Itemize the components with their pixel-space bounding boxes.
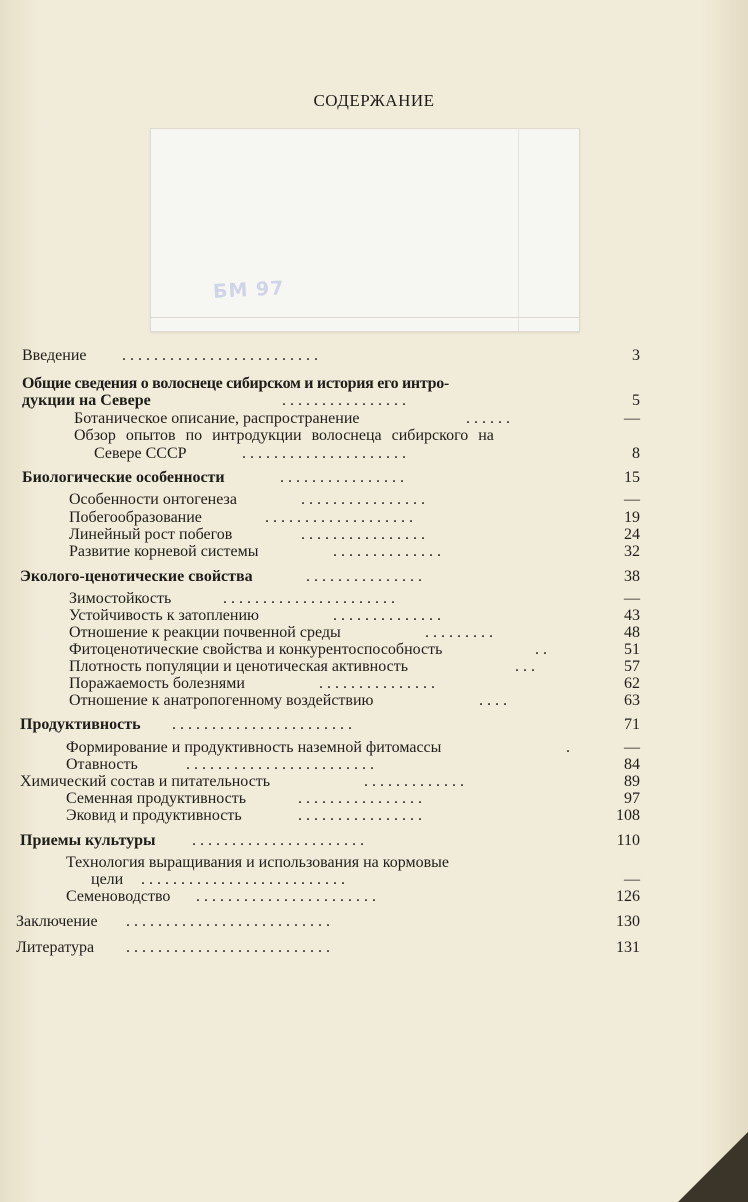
leader-dots: . . . . . . . . . . . . . . . . [280, 469, 404, 486]
toc-entry-page: — [624, 410, 640, 427]
toc-entry-label: Отавность [66, 756, 138, 773]
toc-entry-label: Плотность популяции и ценотическая активность [69, 658, 409, 675]
toc-entry-label: Линейный рост побегов [69, 526, 233, 543]
leader-dots: . . . . . . . . . . . . . [364, 773, 464, 790]
leader-dots: . . . . . . . . . . . . . . . . . . . . . . . . . [122, 347, 318, 364]
leader-dots: . . . . . . . . . . . . . . . . . . . . . . . . . . [126, 939, 330, 956]
toc-entry-conclusion[interactable] [16, 912, 640, 932]
toc-entry-label: Развитие корневой системы [69, 543, 259, 560]
toc-entry-eco[interactable] [20, 567, 640, 587]
toc-entry-page: 108 [616, 807, 640, 824]
toc-entry-continuation: Севере СССР [94, 445, 187, 462]
toc-entry-label: Устойчивость к затоплению [69, 607, 259, 624]
toc-entry-label: Поражаемость болезнями [69, 675, 245, 692]
leader-dots: . . . . . . . . . . . . . . . . . . . . . . [192, 832, 364, 849]
leader-dots: . . . . . . . . . . . . . . . . . . . . . . . . . . [126, 913, 330, 930]
toc-entry-label: Продуктивность [20, 716, 141, 733]
toc-entry-label: Отношение к реакции почвенной среды [69, 624, 341, 641]
leader-dots: . . . . . . . . . . . . . . . . . . . [265, 509, 413, 526]
leader-dots: . . . . . . . . . . . . . . [333, 607, 441, 624]
toc-entry-page: 131 [616, 939, 640, 956]
leader-dots: . . . . . . . . . . . . . . . . [298, 807, 422, 824]
leader-dots: . . . . . . . . . . . . . . [333, 543, 441, 560]
toc-entry-label: Обзор опытов по интродукции волоснеца сибирского на [74, 427, 494, 444]
leader-dots: . . . . . . . . . . . . . . . . . . . . . . . [172, 716, 352, 733]
toc-entry-page: 126 [616, 888, 640, 905]
toc-entry-label: Эковид и продуктивность [66, 807, 242, 824]
page-title: СОДЕРЖАНИЕ [313, 91, 435, 110]
toc-entry-page: — [624, 739, 640, 756]
leader-dots: . . . . . . . . . . . . . . . . . . . . . [242, 445, 406, 462]
toc-entry-roots[interactable] [69, 542, 640, 562]
toc-entry-label: Отношение к анатропогенному воздействию [69, 692, 374, 709]
toc-entry-page: 110 [616, 832, 640, 849]
toc-entry-label: Формирование и продуктивность наземной фитомассы [66, 739, 442, 756]
leader-dots: . . . . . . . . . . . . . . . . . . . . . . . [196, 888, 376, 905]
toc-entry-page: — [624, 590, 640, 607]
toc-entry-label: Химический состав и питательность [20, 773, 271, 790]
toc-entry-page: 89 [624, 773, 640, 790]
toc-entry-label: Побегообразование [69, 509, 202, 526]
toc-entry-review-cont[interactable] [94, 444, 640, 464]
leader-dots: . . . . . . . . . . . . . . . [306, 568, 422, 585]
toc-entry-review[interactable] [74, 426, 640, 446]
toc-entry-page: 19 [624, 509, 640, 526]
toc-entry-label: Введение [22, 347, 87, 364]
toc-entry-page: — [624, 491, 640, 508]
toc-entry-literature[interactable] [16, 938, 640, 958]
leader-dots: . . . . . . . . . . . . . . . . . . . . . . . . . . [141, 871, 345, 888]
toc-entry-page: 38 [624, 568, 640, 585]
toc-entry-page: 71 [624, 716, 640, 733]
toc-entry-label: Заключение [16, 913, 98, 930]
toc-entry-label: Фитоценотические свойства и конкурентоспособность [69, 641, 443, 658]
leader-dots: . . . . . . . . . [425, 624, 493, 641]
leader-dots: . . . [515, 658, 535, 675]
toc-entry-page: 130 [616, 913, 640, 930]
toc-entry-general-cont[interactable] [22, 391, 640, 411]
toc-entry-page: 8 [632, 445, 640, 462]
toc-entry-page: 57 [624, 658, 640, 675]
leader-dots: . . . . . . . . . . . . . . . [319, 675, 435, 692]
toc-entry-intro[interactable] [22, 346, 640, 366]
toc-entry-page: 62 [624, 675, 640, 692]
toc-entry-page: — [624, 871, 640, 888]
toc-entry-page: 84 [624, 756, 640, 773]
toc-entry-continuation: дукции на Севере [22, 392, 151, 409]
leader-dots: . . . . . . . . . . . . . . . . [298, 790, 422, 807]
toc-entry-label: Семеноводство [66, 888, 171, 905]
toc-entry-page: 5 [632, 392, 640, 409]
toc-entry-label: Семенная продуктивность [66, 790, 247, 807]
toc-entry-label: Особенности онтогенеза [69, 491, 237, 508]
leader-dots: . . [535, 641, 547, 658]
toc-entry-ecotype[interactable] [66, 806, 640, 826]
toc-entry-continuation: цели [91, 871, 124, 888]
toc-entry-page: 24 [624, 526, 640, 543]
leader-dots: . . . . . . . . . . . . . . . . [301, 526, 425, 543]
toc-entry-seeds[interactable] [66, 887, 640, 907]
toc-entry-label: Общие сведения о волоснеце сибирском и история его интро- [22, 375, 449, 392]
toc-entry-productivity[interactable] [20, 715, 640, 735]
toc-entry-label: Технология выращивания и использования на кормовые [66, 854, 450, 871]
toc-entry-label: Ботаническое описание, распространение [74, 410, 360, 427]
leader-dots: . . . . . . . . . . . . . . . . [282, 392, 406, 409]
toc-entry-page: 15 [624, 469, 640, 486]
leader-dots: . . . . . . . . . . . . . . . . [301, 491, 425, 508]
toc-entry-label: Эколого-ценотические свойства [20, 568, 253, 585]
toc-entry-page: 51 [624, 641, 640, 658]
toc-entry-page: 97 [624, 790, 640, 807]
leader-dots: . . . . . . . . . . . . . . . . . . . . . . [223, 590, 395, 607]
leader-dots: . . . . . . . . . . . . . . . . . . . . . . . . [186, 756, 374, 773]
toc-entry-bio[interactable] [22, 468, 640, 488]
toc-entry-label: Биологические особенности [22, 469, 225, 486]
toc-entry-label: Зимостойкость [69, 590, 172, 607]
toc-entry-label: Приемы культуры [20, 832, 156, 849]
leader-dots: . . . . . . [466, 410, 510, 427]
toc-entry-anthro[interactable] [69, 691, 640, 711]
toc-entry-methods[interactable] [20, 831, 640, 851]
toc-entry-page: 48 [624, 624, 640, 641]
toc-entry-page: 32 [624, 543, 640, 560]
library-stamp: БМ 97 [212, 277, 285, 303]
toc-entry-page: 43 [624, 607, 640, 624]
toc-entry-page: 63 [624, 692, 640, 709]
toc-entry-page: 3 [632, 347, 640, 364]
page-corner-shadow [678, 1132, 748, 1202]
toc-entry-ontogenesis[interactable] [69, 490, 640, 510]
leader-dots: . [566, 739, 570, 756]
toc-entry-label: Литература [16, 939, 95, 956]
leader-dots: . . . . [479, 692, 507, 709]
